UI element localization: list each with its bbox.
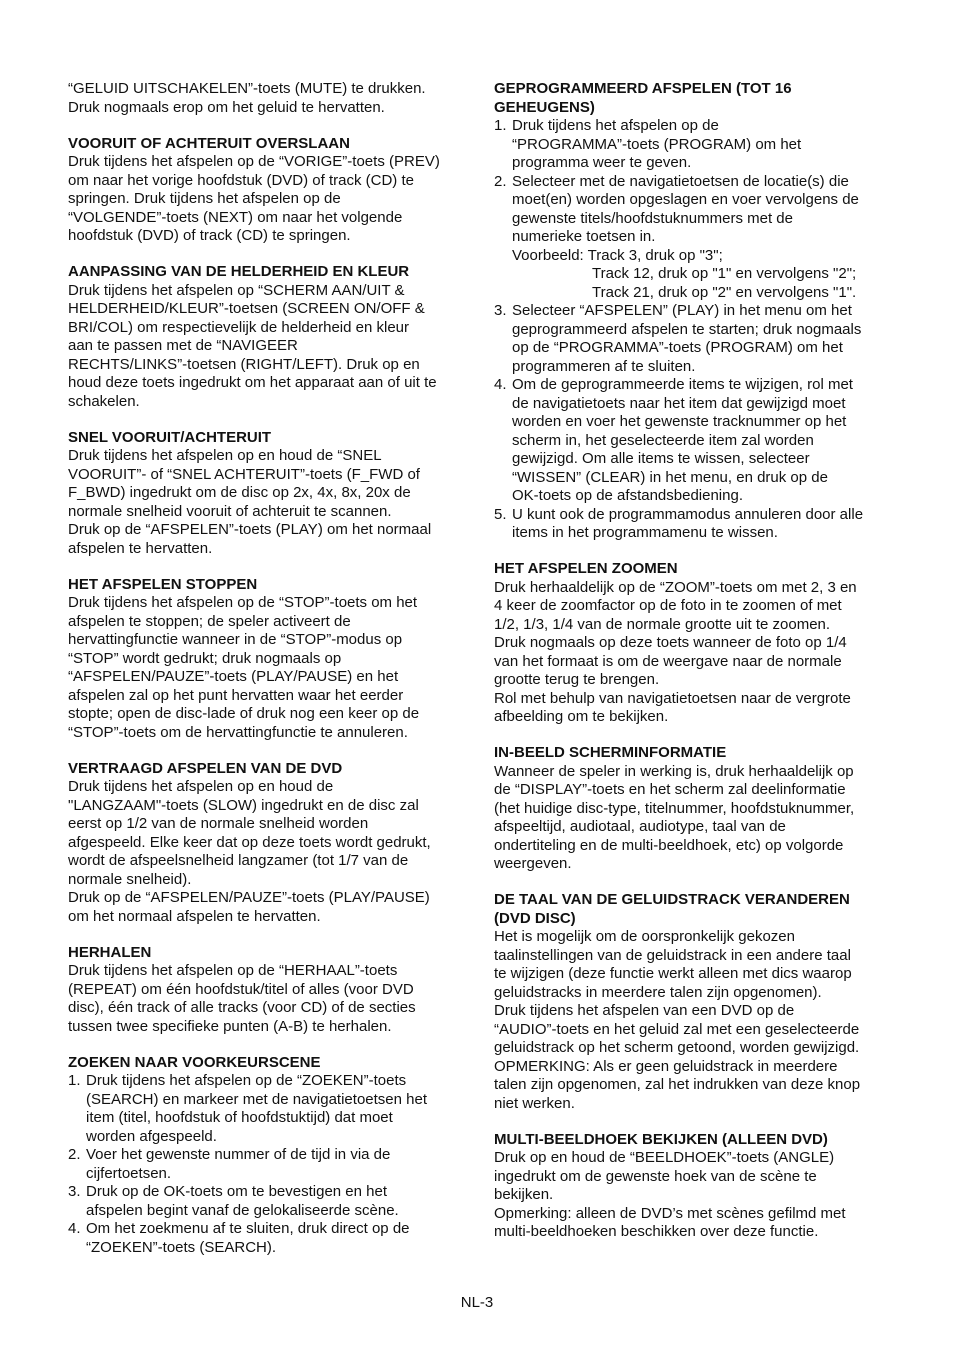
numbered-list — [494, 117, 890, 247]
list-item-text: Selecteer met de navigatietoetsen de locatie(s) die moet(en) worden opgeslagen en voer vervolgens de gewenste titels/hoofdstuknummers met de numerieke toetsen in. — [512, 172, 859, 245]
section-heading: HET AFSPELEN ZOOMEN — [494, 560, 678, 577]
list-item-text: Selecteer “AFSPELEN” (PLAY) in het menu om het geprogrammeerd afspelen te starten; druk nogmaals op de “PROGRAMMA”-toets (PROGRAM) om het programmeren af te sluiten. — [512, 302, 862, 375]
example-line: Track 12, druk op "1" en vervolgens "2"; — [592, 265, 857, 282]
list-item-number: 2. — [494, 172, 507, 190]
section-heading: ZOEKEN NAAR VOORKEURSCENE — [68, 1053, 321, 1071]
section-zoom — [494, 560, 890, 727]
list-item-text: Om het zoekmenu af te sluiten, druk direct op de “ZOEKEN”-toets (SEARCH). — [86, 1220, 410, 1256]
numbered-list — [68, 1072, 470, 1257]
list-item-number: 3. — [68, 1183, 81, 1200]
right-column — [494, 80, 890, 1259]
list-item-text: U kunt ook de programmamodus annuleren door alle items in het programmamenu te wissen. — [512, 505, 864, 541]
list-item — [68, 1220, 470, 1257]
section-body: Druk tijdens het afspelen op de “STOP”-toets om het afspelen te stoppen; de speler activeert de hervattingfunctie wanneer in de “STOP”-modus op “STOP” wordt gedrukt; druk nogmaals op “AFSPELEN/PAUZE”-toets (PLAY/PAUSE) en het afspelen zal op het punt hervatten waar het eerder stopte; open de disc-lade of druk nog een keer op de “STOP”-toets om de hervattingfunctie te annuleren. — [68, 594, 420, 741]
section-programmed-playback — [494, 80, 890, 543]
left-column — [68, 80, 470, 1275]
section-multi-angle — [494, 1131, 890, 1242]
section-slow-playback — [68, 760, 470, 927]
list-item-number: 1. — [494, 117, 507, 134]
section-stop-playback — [68, 576, 470, 743]
section-heading: VERTRAAGD AFSPELEN VAN DE DVD — [68, 759, 343, 777]
list-item-number: 5. — [494, 505, 507, 523]
list-item-text: Om de geprogrammeerde items te wijzigen, rol met de navigatietoets naar het item dat gewijzigd moet worden en voer het gewenste tracknummer op het scherm in, het geselecteerde item zal worden gewijzigd. Om alle items te wissen, selecteer “WISSEN” (CLEAR) in het menu, en druk op de OK-toets op de afstandsbediening. — [512, 376, 853, 504]
section-body: Druk tijdens het afspelen op en houd de “SNEL VOORUIT”- of “SNEL ACHTERUIT”-toets (F_FWD of F_BWD) ingedrukt om de disc op 2x, 4x, 8x, 20x de normale snelheid vooruit of achteruit te scannen. Druk op de “AFSPELEN”-toets (PLAY) om het normaal afspelen te hervatten. — [68, 447, 432, 557]
list-item-number: 3. — [494, 302, 507, 319]
example-line: Track 21, druk op "2" en vervolgens "1". — [592, 283, 857, 301]
section-fast-forward-backward — [68, 429, 470, 559]
list-item-number: 2. — [68, 1146, 81, 1163]
example-line: Voorbeeld: Track 3, druk op "3"; — [512, 246, 723, 264]
numbered-list — [494, 302, 890, 543]
section-repeat — [68, 944, 470, 1037]
section-audio-language — [494, 891, 890, 1113]
mute-continuation-text: “GELUID UITSCHAKELEN”-toets (MUTE) te drukken. Druk nogmaals erop om het geluid te hervatten. — [68, 80, 426, 116]
section-body: Druk op en houd de “BEELDHOEK”-toets (ANGLE) ingedrukt om de gewenste hoek van de scène te bekijken. Opmerking: alleen de DVD’s met scènes gefilmd met multi-beeldhoeken beschikken over deze functie. — [494, 1149, 846, 1240]
list-item-number: 4. — [68, 1220, 81, 1237]
section-heading: SNEL VOORUIT/ACHTERUIT — [68, 428, 272, 446]
section-search-scene — [68, 1054, 470, 1258]
section-heading: MULTI-BEELDHOEK BEKIJKEN (ALLEEN DVD) — [494, 1130, 828, 1148]
list-item — [68, 1183, 470, 1220]
list-item-number: 4. — [494, 376, 507, 393]
section-heading: VOORUIT OF ACHTERUIT OVERSLAAN — [68, 134, 350, 152]
list-item-text: Druk op de OK-toets om te bevestigen en het afspelen begint vanaf de gelokaliseerde scène. — [86, 1183, 399, 1219]
section-body: Druk tijdens het afspelen op “SCHERM AAN/UIT & HELDERHEID/KLEUR”-toetsen (SCREEN ON/OFF & BRI/COL) om respectievelijk de helderheid en kleur aan te passen met de “NAVIGEER RECHTS/LINKS”-toetsen (RIGHT/LEFT). Druk op en houd deze toets ingedrukt om het apparaat aan of uit te schakelen. — [68, 281, 437, 410]
section-body: Druk tijdens het afspelen op de “VORIGE”-toets (PREV) om naar het vorige hoofdstuk (DVD) of track (CD) te springen. Druk tijdens het afspelen op de “VOLGENDE”-toets (NEXT) om naar het volgende hoofdstuk (DVD) of track (CD) te springen. — [68, 153, 440, 244]
section-body: Druk tijdens het afspelen op de “HERHAAL”-toets (REPEAT) om één hoofdstuk/titel of alles (voor DVD disc), één track of alle tracks (voor CD) of de secties tussen twee specifieke punten (A-B) te herhalen. — [68, 962, 416, 1035]
section-heading: HET AFSPELEN STOPPEN — [68, 575, 258, 593]
section-body: Druk herhaaldelijk op de “ZOOM”-toets om met 2, 3 en 4 keer de zoomfactor op de foto in te zoomen of met 1/2, 1/3, 1/4 van de normale grootte uit te zoomen. Druk nogmaals op deze toets wanneer de foto op 1/4 van het formaat is om de weergave naar de normale grootte terug te brengen. Rol met behulp van navigatietoetsen naar de vergrote afbeelding om te bekijken. — [494, 578, 857, 725]
list-item-text: Druk tijdens het afspelen op de “PROGRAMMA”-toets (PROGRAM) om het programma weer te geven. — [512, 117, 802, 171]
list-item — [494, 376, 890, 506]
section-body: Druk tijdens het afspelen op en houd de "LANGZAAM"-toets (SLOW) ingedrukt en de disc zal eerst op 1/2 van de normale snelheid worden afgespeeld. Elke keer dat op deze toets wordt gedrukt, wordt de afspeelsnelheid langzamer (tot 1/7 van de normale snelheid). Druk op de “AFSPELEN/PAUZE”-toets (PLAY/PAUSE) om het normaal afspelen te hervatten. — [68, 778, 431, 925]
section-heading: DE TAAL VAN DE GELUIDSTRACK VERANDEREN (DVD DISC) — [494, 891, 850, 927]
page-number: NL-3 — [460, 1294, 494, 1311]
list-item-text: Druk tijdens het afspelen op de “ZOEKEN”-toets (SEARCH) en markeer met de navigatietoetsen het item (titel, hoofdstuk of hoofdstuktijd) dat moet worden afgespeeld. — [86, 1072, 427, 1145]
list-item — [494, 302, 890, 376]
list-item — [494, 173, 890, 247]
list-item — [494, 117, 890, 173]
section-heading: HERHALEN — [68, 943, 152, 961]
section-body: Wanneer de speler in werking is, druk herhaaldelijk op de “DISPLAY”-toets en het scherm zal deelinformatie (het huidige disc-type, titelnummer, hoofdstuknummer, afspeeltijd, audiotaal, audiotype, taal van de ondertiteling en de multi-beeldhoek, etc) op volgorde weergeven. — [494, 762, 855, 872]
section-skip — [68, 135, 470, 246]
list-item — [68, 1072, 470, 1146]
list-item-text: Voer het gewenste nummer of de tijd in via de cijfertoetsen. — [86, 1146, 391, 1182]
section-brightness-color — [68, 263, 470, 411]
list-item — [494, 506, 890, 543]
section-body: Het is mogelijk om de oorspronkelijk gekozen taalinstellingen van de geluidstrack in een andere taal te wijzigen (deze functie werkt alleen met dics waarop geluidstracks in meerdere talen zijn opgenomen). Druk tijdens het afspelen van een DVD op de “AUDIO”-toets en het geluid zal met een geselecteerde geluidstrack op het scherm getoond, worden gewijzigd. OPMERKING: Als er geen geluidstrack in meerdere talen zijn opgenomen, zal het indrukken van deze knop niet werken. — [494, 928, 861, 1112]
example-block — [494, 247, 890, 303]
mute-continuation — [68, 80, 470, 117]
list-item-number: 1. — [68, 1072, 81, 1089]
section-heading: GEPROGRAMMEERD AFSPELEN (TOT 16 GEHEUGENS) — [494, 80, 792, 116]
section-heading: IN-BEELD SCHERMINFORMATIE — [494, 744, 727, 761]
section-heading: AANPASSING VAN DE HELDERHEID EN KLEUR — [68, 263, 410, 280]
section-onscreen-info — [494, 744, 890, 874]
list-item — [68, 1146, 470, 1183]
